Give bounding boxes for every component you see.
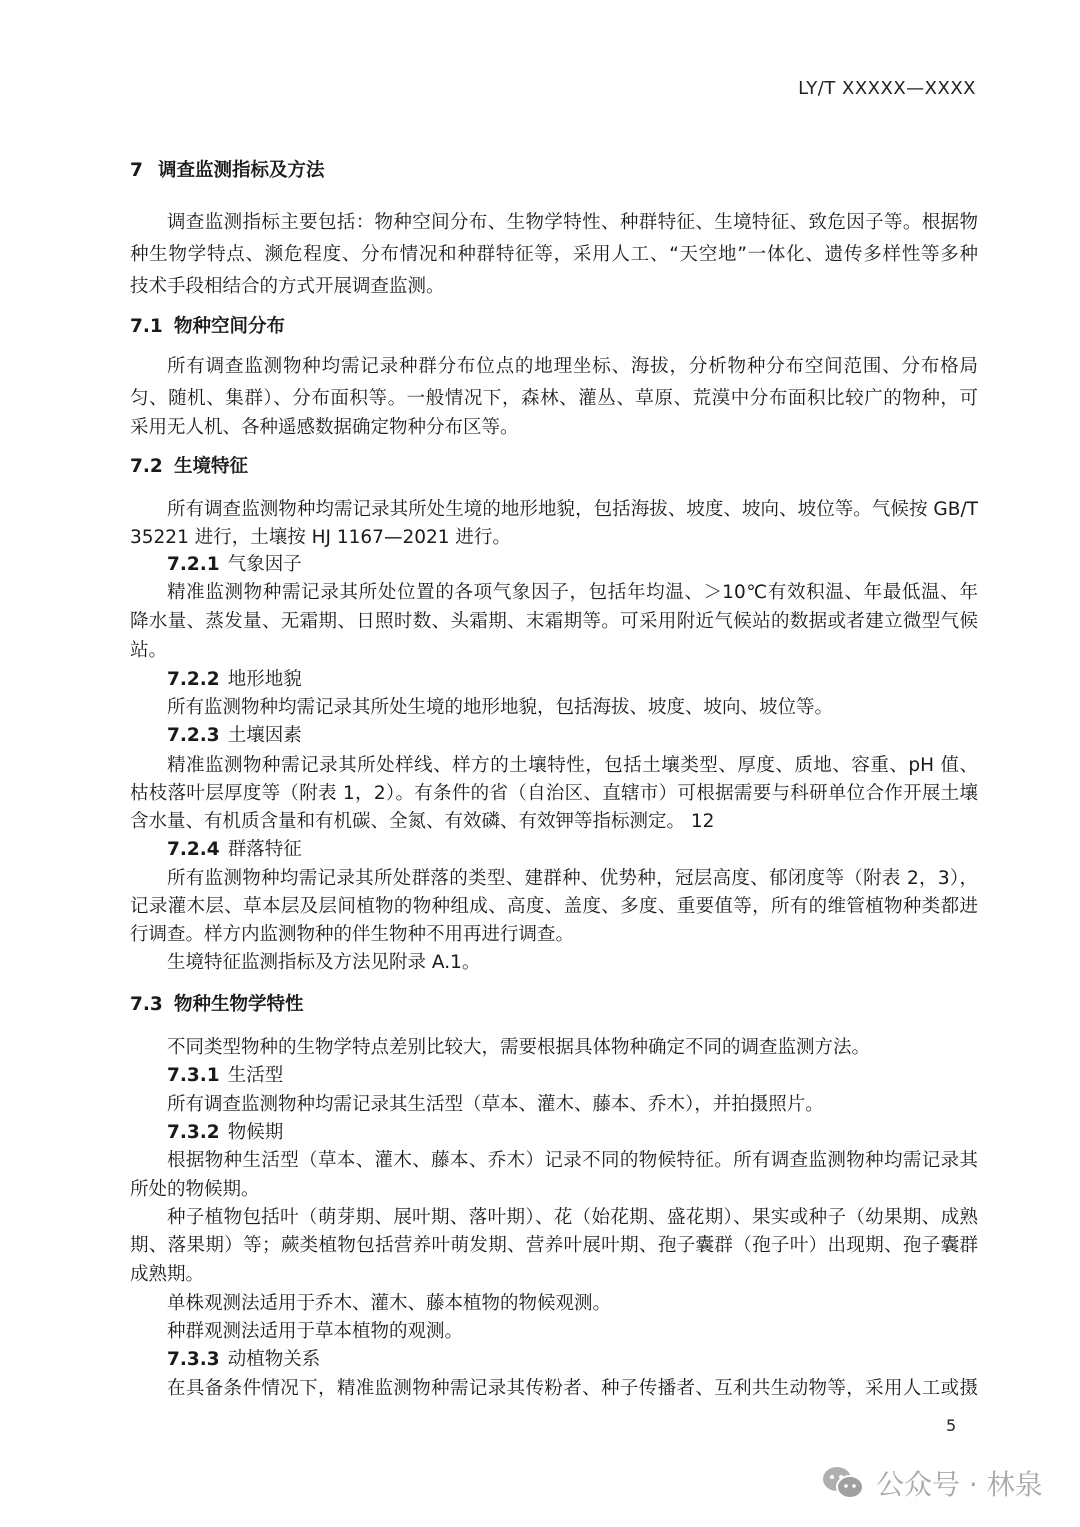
section-number: 7.3 xyxy=(130,994,163,1015)
paragraph-line: 种群观测法适用于草本植物的观测。 xyxy=(167,1321,464,1342)
paragraph-line: 期、落果期）等；蕨类植物包括营养叶萌发期、营养叶展叶期、孢子囊群（孢子叶）出现期、孢子囊群 xyxy=(130,1235,978,1256)
section-title: 群落特征 xyxy=(227,839,302,860)
section-heading xyxy=(130,453,248,481)
section-heading xyxy=(130,313,285,341)
paragraph-line: 单株观测法适用于乔木、灌木、藤本植物的物候观测。 xyxy=(167,1293,612,1314)
paragraph-line: 所有调查监测物种均需记录种群分布位点的地理坐标、海拔，分析物种分布空间范围、分布格局 xyxy=(167,356,978,377)
section-title: 调查监测指标及方法 xyxy=(158,160,325,181)
paragraph-line: 降水量、蒸发量、无霜期、日照时数、头霜期、末霜期等。可采用附近气候站的数据或者建立微型气候 xyxy=(130,611,978,632)
section-title: 生活型 xyxy=(227,1065,284,1086)
paragraph-line: 成熟期。 xyxy=(130,1264,205,1285)
section-heading xyxy=(130,157,325,185)
section-title: 地形地貌 xyxy=(227,669,302,690)
paragraph-line: 35221 进行，土壤按 HJ 1167—2021 进行。 xyxy=(130,527,511,548)
section-number: 7.3.2 xyxy=(167,1122,220,1143)
standard-code-header: LY/T XXXXX—XXXX xyxy=(798,78,976,99)
paragraph-line: 精准监测物种需记录其所处样线、样方的土壤特性，包括土壤类型、厚度、质地、容重、pH 值、 xyxy=(167,755,978,776)
paragraph-line: 所有调查监测物种均需记录其所处生境的地形地貌，包括海拔、坡度、坡向、坡位等。气候按 GB/T xyxy=(167,499,978,520)
subsection-heading xyxy=(167,722,302,750)
paragraph-line: 不同类型物种的生物学特点差别比较大，需要根据具体物种确定不同的调查监测方法。 xyxy=(167,1037,871,1058)
section-number: 7.3.1 xyxy=(167,1065,220,1086)
section-number: 7.2.1 xyxy=(167,554,220,575)
subsection-heading xyxy=(167,836,302,864)
section-number: 7 xyxy=(130,160,143,181)
paragraph-line: 记录灌木层、草本层及层间植物的物种组成、高度、盖度、多度、重要值等，所有的维管植物种类都进 xyxy=(130,896,978,917)
paragraph-line: 精准监测物种需记录其所处位置的各项气象因子，包括年均温、＞10℃有效积温、年最低温、年 xyxy=(167,582,978,603)
paragraph-line: 枯枝落叶层厚度等（附表 1，2）。有条件的省（自治区、直辖市）可根据需要与科研单位合作开展土壤 xyxy=(130,783,978,804)
subsection-heading xyxy=(167,1346,320,1374)
section-title: 物候期 xyxy=(227,1122,284,1143)
paragraph-line: 种生物学特点、濒危程度、分布情况和种群特征等，采用人工、“天空地”一体化、遗传多样性等多种 xyxy=(130,244,978,265)
section-heading xyxy=(130,991,304,1019)
subsection-heading xyxy=(167,1062,283,1090)
page-number: 5 xyxy=(946,1416,957,1435)
paragraph-line: 所有调查监测物种均需记录其生活型（草本、灌木、藤本、乔木），并拍摄照片。 xyxy=(167,1094,824,1115)
paragraph-line: 技术手段相结合的方式开展调查监测。 xyxy=(130,276,445,297)
section-number: 7.1 xyxy=(130,316,163,337)
watermark-text: 公众号 · 林泉 xyxy=(876,1468,1043,1501)
section-number: 7.2.2 xyxy=(167,669,220,690)
paragraph-line: 根据物种生活型（草本、灌木、藤本、乔木）记录不同的物候特征。所有调查监测物种均需记录其 xyxy=(167,1150,978,1171)
section-number: 7.3.3 xyxy=(167,1349,220,1370)
paragraph-line: 调查监测指标主要包括：物种空间分布、生物学特性、种群特征、生境特征、致危因子等。根据物 xyxy=(167,212,978,233)
section-number: 7.2.3 xyxy=(167,725,220,746)
section-title: 生境特征 xyxy=(174,456,249,477)
wechat-icon xyxy=(822,1466,864,1500)
subsection-heading xyxy=(167,1119,283,1147)
paragraph-line: 采用无人机、各种遥感数据确定物种分布区等。 xyxy=(130,417,519,438)
watermark xyxy=(822,1463,1043,1503)
paragraph-line: 所处的物候期。 xyxy=(130,1179,260,1200)
paragraph-line: 行调查。样方内监测物种的伴生物种不用再进行调查。 xyxy=(130,924,575,945)
paragraph-line: 匀、随机、集群）、分布面积等。一般情况下，森林、灌丛、草原、荒漠中分布面积比较广的物种，可 xyxy=(130,388,978,409)
section-title: 动植物关系 xyxy=(227,1349,321,1370)
section-title: 土壤因素 xyxy=(227,725,302,746)
paragraph-line: 所有监测物种均需记录其所处群落的类型、建群种、优势种，冠层高度、郁闭度等（附表 2，3）， xyxy=(167,868,978,889)
paragraph-line: 种子植物包括叶（萌芽期、展叶期、落叶期）、花（始花期、盛花期）、果实或种子（幼果期、成熟 xyxy=(167,1207,978,1228)
paragraph-line: 生境特征监测指标及方法见附录 A.1。 xyxy=(167,952,481,973)
section-title: 物种生物学特性 xyxy=(174,994,304,1015)
section-number: 7.2.4 xyxy=(167,839,220,860)
paragraph-line: 含水量、有机质含量和有机碳、全氮、有效磷、有效钾等指标测定。 12 xyxy=(130,811,715,832)
subsection-heading xyxy=(167,551,302,579)
section-title: 物种空间分布 xyxy=(174,316,286,337)
paragraph-line: 所有监测物种均需记录其所处生境的地形地貌，包括海拔、坡度、坡向、坡位等。 xyxy=(167,697,834,718)
paragraph-line: 在具备条件情况下，精准监测物种需记录其传粉者、种子传播者、互利共生动物等，采用人工或摄 xyxy=(167,1378,978,1399)
section-number: 7.2 xyxy=(130,456,163,477)
paragraph-line: 站。 xyxy=(130,640,168,661)
section-title: 气象因子 xyxy=(227,554,302,575)
subsection-heading xyxy=(167,666,302,694)
